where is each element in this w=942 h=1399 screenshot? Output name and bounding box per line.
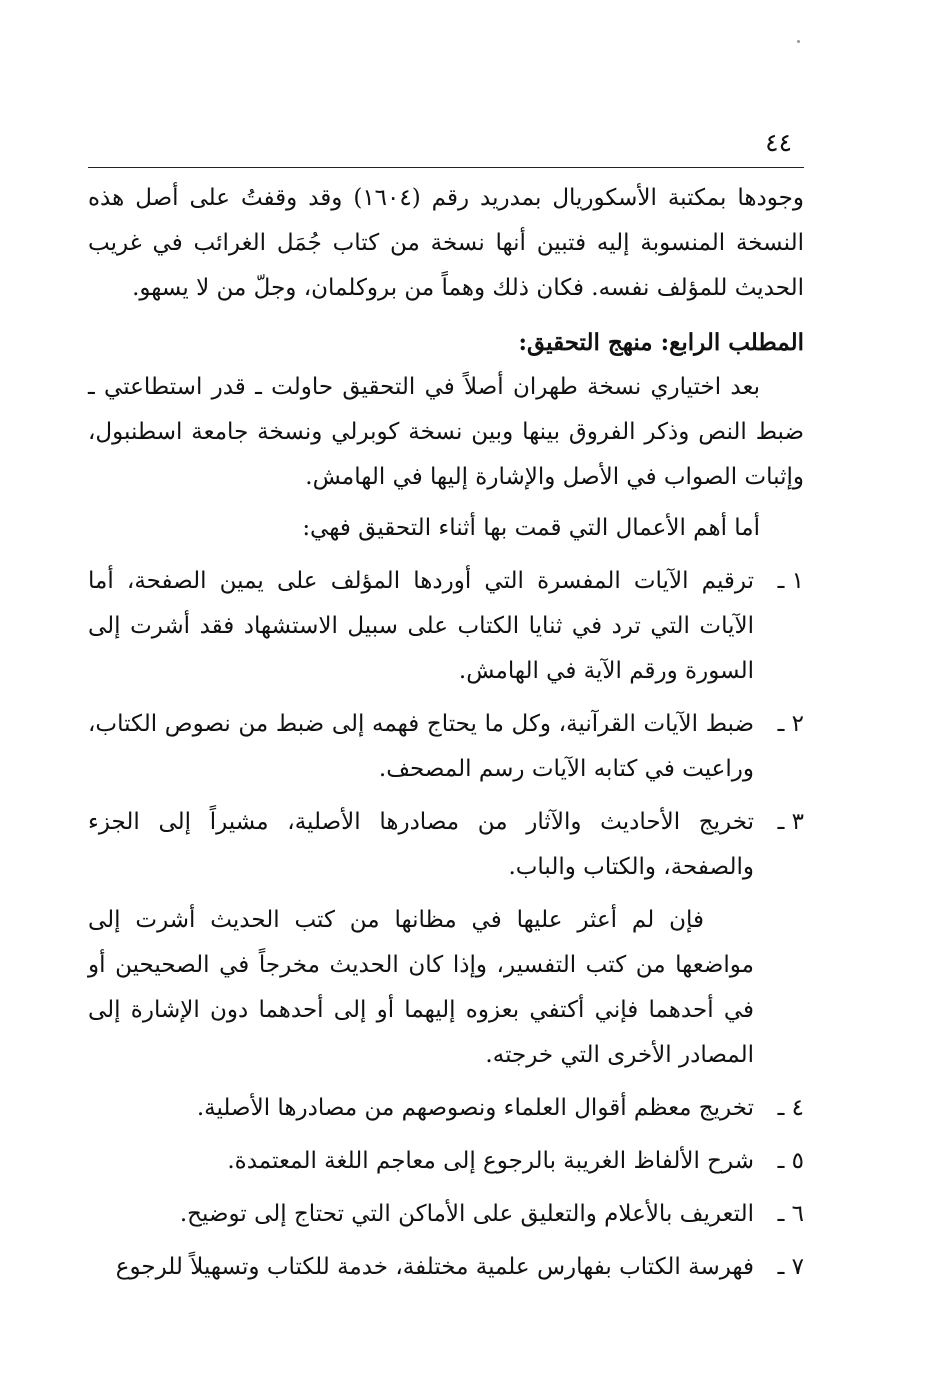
list-item-number: ٣ ـ xyxy=(777,809,804,835)
list-item-text: ضبط الآيات القرآنية، وكل ما يحتاج فهمه إلى ضبط من نصوص الكتاب، وراعيت في كتابه الآيات رسم المصحف. xyxy=(88,711,754,782)
scan-speck xyxy=(797,40,800,43)
list-item xyxy=(88,1192,804,1237)
list-item-text: شرح الألفاظ الغريبة بالرجوع إلى معاجم اللغة المعتمدة. xyxy=(227,1148,754,1174)
header-rule xyxy=(88,167,804,168)
hadith-note xyxy=(88,898,804,1078)
list-item-text: تخريج معظم أقوال العلماء ونصوصهم من مصادرها الأصلية. xyxy=(196,1095,754,1121)
list-item-number: ٥ ـ xyxy=(777,1148,804,1174)
list-item-text: التعريف بالأعلام والتعليق على الأماكن التي تحتاج إلى توضيح. xyxy=(179,1201,754,1227)
list-item-text: فهرسة الكتاب بفهارس علمية مختلفة، خدمة للكتاب وتسهيلاً للرجوع xyxy=(115,1254,754,1280)
list-item-text: ترقيم الآيات المفسرة التي أوردها المؤلف على يمين الصفحة، أما الآيات التي ترد في ثنايا الكتاب على سبيل الاستشهاد فقد أشرت إلى السورة ورقم الآية في الهامش. xyxy=(88,568,754,684)
works-list-continued xyxy=(88,1086,804,1290)
list-item xyxy=(88,702,804,792)
list-item xyxy=(88,1139,804,1184)
page-content xyxy=(88,176,804,1290)
list-item-number: ٢ ـ xyxy=(777,711,804,737)
book-page xyxy=(88,0,804,1399)
list-item-number: ١ ـ xyxy=(777,568,804,594)
hadith-note-text: فإن لم أعثر عليها في مظانها من كتب الحديث أشرت إلى مواضعها من كتب التفسير، وإذا كان الحديث مخرجاً في الصحيحين أو في أحدهما فإني أكتفي بعزوه إليهما أو إلى أحدهما دون الإشارة إلى المصادر الأخرى التي خرجته. xyxy=(88,907,754,1068)
list-item xyxy=(88,559,804,694)
section-heading: المطلب الرابع: منهج التحقيق: xyxy=(518,329,804,356)
list-item xyxy=(88,1086,804,1131)
opening-paragraph: وجودها بمكتبة الأسكوريال بمدريد رقم (١٦٠٤) وقد وقفتُ على أصل هذه النسخة المنسوبة إليه فتبين أنها نسخة من كتاب جُمَل الغرائب في غريب الحديث للمؤلف نفسه. فكان ذلك وهماً من بروكلمان، وجلّ من لا يسهو. xyxy=(88,185,804,301)
list-item-number: ٧ ـ xyxy=(777,1254,804,1280)
list-item-text: تخريج الأحاديث والآثار من مصادرها الأصلية، مشيراً إلى الجزء والصفحة، والكتاب والباب. xyxy=(88,809,754,880)
works-list xyxy=(88,559,804,890)
page-number: ٤٤ xyxy=(765,128,792,157)
list-item xyxy=(88,800,804,890)
paragraph-works-intro: أما أهم الأعمال التي قمت بها أثناء التحقيق فهي: xyxy=(302,515,760,541)
paragraph-method: بعد اختياري نسخة طهران أصلاً في التحقيق حاولت ـ قدر استطاعتي ـ ضبط النص وذكر الفروق بينها وبين نسخة كوبرلي ونسخة جامعة اسطنبول، وإثبات الصواب في الأصل والإشارة إليها في الهامش. xyxy=(88,374,804,490)
list-item xyxy=(88,1245,804,1290)
list-item-number: ٦ ـ xyxy=(777,1201,804,1227)
list-item-number: ٤ ـ xyxy=(777,1095,804,1121)
